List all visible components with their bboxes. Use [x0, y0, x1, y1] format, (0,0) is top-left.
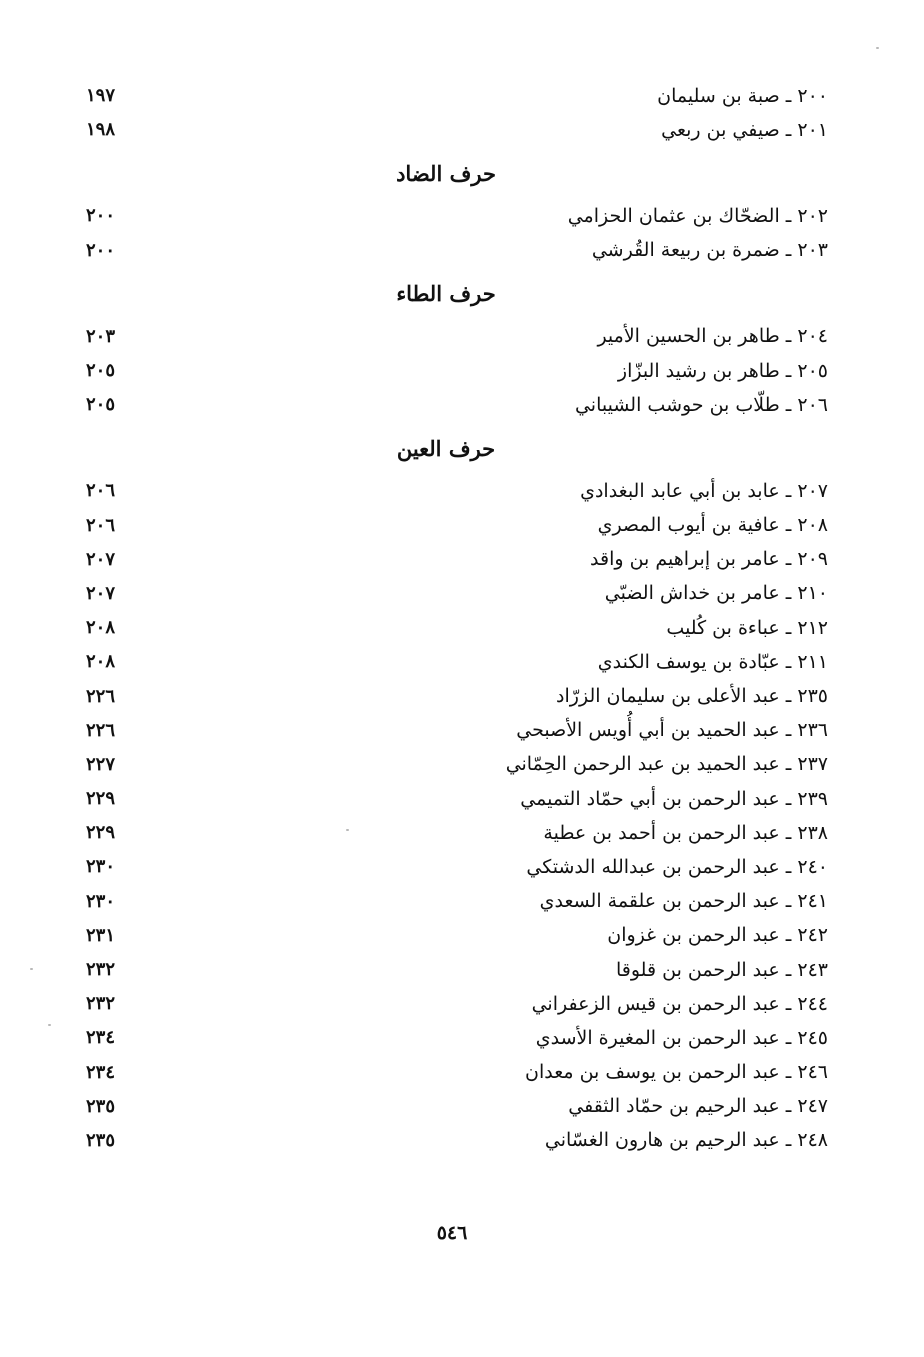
- index-entry-row: [82, 1021, 828, 1055]
- index-entry-row: [82, 1056, 828, 1090]
- entry-page-number: ٢٣٤: [86, 1027, 116, 1049]
- index-entry-row: [82, 816, 828, 850]
- index-entry-row: [82, 953, 828, 987]
- index-entry-row: [82, 645, 828, 679]
- entry-page-number: ١٩٨: [86, 119, 116, 141]
- entry-name: ٢٠٨ ـ عافية بن أيوب المصري: [597, 514, 828, 537]
- entry-page-number: ٢٢٩: [86, 788, 116, 810]
- index-entry-row: [82, 320, 828, 354]
- letter-section-heading: [82, 268, 828, 320]
- section-heading-text: حرف الطاء: [396, 281, 496, 307]
- entry-page-number: ٢٠٠: [86, 205, 116, 227]
- section-heading-text: حرف العين: [396, 435, 496, 461]
- entry-name: ٢١٠ ـ عامر بن خداش الضبّي: [604, 582, 828, 605]
- index-entry-row: [82, 474, 828, 508]
- entry-name: ٢٣٨ ـ عبد الرحمن بن أحمد بن عطية: [543, 821, 828, 844]
- entry-page-number: ٢٣٤: [86, 1061, 116, 1083]
- entry-name: ٢٤٢ ـ عبد الرحمن بن غزوان: [607, 924, 828, 947]
- index-entry-row: [82, 234, 828, 268]
- index-entry-row: [82, 509, 828, 543]
- entry-name: ٢٠١ ـ صيفي بن ربعي: [661, 118, 828, 141]
- index-entry-row: [82, 79, 828, 113]
- scan-speck: [48, 1024, 51, 1026]
- entry-page-number: ٢٢٧: [86, 753, 116, 775]
- entry-page-number: ٢٠٥: [86, 394, 116, 416]
- entry-name: ٢٣٦ ـ عبد الحميد بن أبي أُويس الأصبحي: [516, 719, 828, 742]
- entry-page-number: ٢٣٠: [86, 890, 116, 912]
- section-heading-text: حرف الضاد: [396, 160, 496, 186]
- index-entry-row: [82, 714, 828, 748]
- index-entry-row: [82, 388, 828, 422]
- entry-page-number: ٢٠٨: [86, 617, 116, 639]
- entry-page-number: ٢٠٧: [86, 548, 116, 570]
- index-entry-row: [82, 1090, 828, 1124]
- index-entry-row: [82, 919, 828, 953]
- entry-name: ٢٣٩ ـ عبد الرحمن بن أبي حمّاد التميمي: [520, 787, 828, 810]
- entry-page-number: ٢٠٠: [86, 239, 116, 261]
- index-entry-row: [82, 354, 828, 388]
- entry-name: ٢١١ ـ عبّادة بن يوسف الكندي: [597, 650, 828, 673]
- entry-page-number: ٢٣٢: [86, 959, 116, 981]
- index-entry-row: [82, 611, 828, 645]
- entry-page-number: ٢٠٦: [86, 480, 116, 502]
- entry-name: ٢٤٠ ـ عبد الرحمن بن عبدالله الدشتكي: [526, 855, 828, 878]
- scan-speck: [876, 47, 879, 49]
- index-list: [82, 79, 828, 1158]
- entry-page-number: ٢٢٦: [86, 685, 116, 707]
- entry-name: ٢٠٧ ـ عابد بن أبي عابد البغدادي: [580, 479, 828, 502]
- index-entry-row: [82, 1124, 828, 1158]
- index-entry-row: [82, 748, 828, 782]
- entry-name: ٢٤١ ـ عبد الرحمن بن علقمة السعدي: [539, 890, 828, 913]
- entry-page-number: ٢٣٠: [86, 856, 116, 878]
- entry-page-number: ٢٢٩: [86, 822, 116, 844]
- index-entry-row: [82, 885, 828, 919]
- entry-page-number: ٢٣١: [86, 924, 116, 946]
- entry-page-number: ٢٠٦: [86, 514, 116, 536]
- entry-name: ٢٣٧ ـ عبد الحميد بن عبد الرحمن الحِمّاني: [505, 753, 828, 776]
- entry-page-number: ١٩٧: [86, 85, 116, 107]
- entry-name: ٢٠٩ ـ عامر بن إبراهيم بن واقد: [590, 548, 828, 571]
- entry-name: ٢٤٨ ـ عبد الرحيم بن هارون الغسّاني: [544, 1129, 828, 1152]
- entry-name: ٢٤٧ ـ عبد الرحيم بن حمّاد الثقفي: [568, 1095, 828, 1118]
- entry-name: ٢٠٤ ـ طاهر بن الحسين الأمير: [597, 325, 828, 348]
- entry-name: ٢٤٥ ـ عبد الرحمن بن المغيرة الأسدي: [535, 1026, 828, 1049]
- index-entry-row: [82, 113, 828, 147]
- letter-section-heading: [82, 147, 828, 199]
- entry-page-number: ٢٣٥: [86, 1095, 116, 1117]
- scan-speck: [346, 829, 349, 831]
- entry-name: ٢٠٣ ـ ضمرة بن ربيعة القُرشي: [591, 239, 828, 262]
- entry-name: ٢٠٦ ـ طلّاب بن حوشب الشيباني: [574, 393, 828, 416]
- entry-name: ٢١٢ ـ عباءة بن كُليب: [666, 616, 828, 639]
- entry-name: ٢٤٣ ـ عبد الرحمن بن قلوقا: [616, 958, 828, 981]
- scan-speck: [30, 968, 33, 970]
- index-entry-row: [82, 782, 828, 816]
- entry-page-number: ٢٠٣: [86, 325, 116, 347]
- entry-name: ٢٣٥ ـ عبد الأعلى بن سليمان الزرّاد: [556, 685, 828, 708]
- entry-page-number: ٢٠٥: [86, 360, 116, 382]
- entry-page-number: ٢٢٦: [86, 719, 116, 741]
- index-entry-row: [82, 199, 828, 233]
- entry-name: ٢٤٤ ـ عبد الرحمن بن قيس الزعفراني: [531, 992, 828, 1015]
- index-entry-row: [82, 850, 828, 884]
- index-entry-row: [82, 577, 828, 611]
- letter-section-heading: [82, 422, 828, 474]
- entry-name: ٢٤٦ ـ عبد الرحمن بن يوسف بن معدان: [525, 1061, 828, 1084]
- index-entry-row: [82, 543, 828, 577]
- entry-name: ٢٠٢ ـ الضحّاك بن عثمان الحزامي: [567, 204, 828, 227]
- entry-page-number: ٢٣٢: [86, 993, 116, 1015]
- entry-page-number: ٢٣٥: [86, 1129, 116, 1151]
- index-entry-row: [82, 987, 828, 1021]
- entry-page-number: ٢٠٧: [86, 582, 116, 604]
- entry-name: ٢٠٠ ـ صبة بن سليمان: [657, 84, 828, 107]
- entry-page-number: ٢٠٨: [86, 651, 116, 673]
- index-entry-row: [82, 679, 828, 713]
- entry-name: ٢٠٥ ـ طاهر بن رشيد البزّاز: [617, 359, 828, 382]
- page-number: ٥٤٦: [436, 1222, 468, 1244]
